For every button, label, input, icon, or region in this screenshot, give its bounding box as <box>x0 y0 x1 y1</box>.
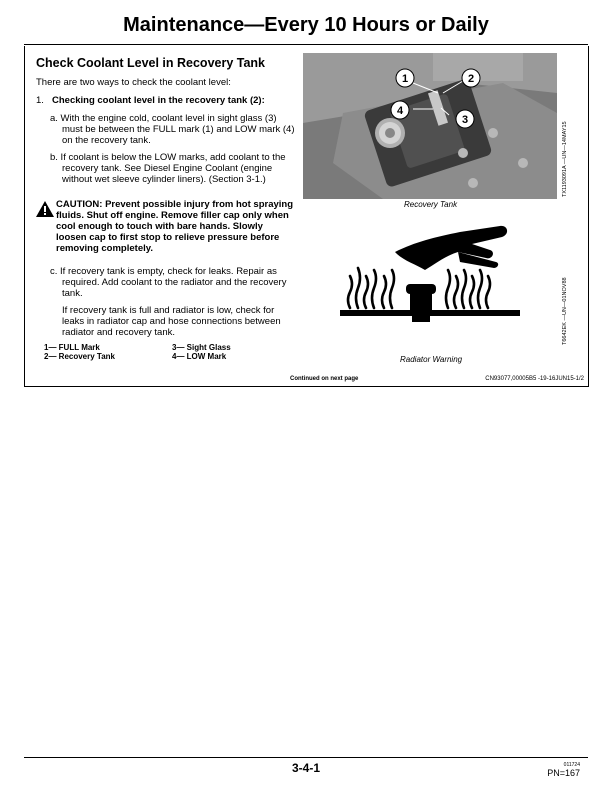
caution-block <box>36 199 296 254</box>
legend-item-recovery-tank: 2— Recovery Tank <box>44 352 115 361</box>
page-title: Maintenance—Every 10 Hours or Daily <box>123 14 489 36</box>
recovery-tank-illustration <box>303 53 557 199</box>
step-1a: a. With the engine cold, coolant level in sight glass (3) must be between the FULL mark (1) and LOW mark (4) on the recovery tank. <box>50 113 295 146</box>
document-id: CN93077,00005B5 -19-16JUN15-1/2 <box>485 376 584 382</box>
intro-text: There are two ways to check the coolant level: <box>36 77 231 88</box>
step-1-text: Checking coolant level in the recovery tank (2): <box>52 95 265 106</box>
recovery-tank-photo <box>303 53 557 199</box>
step-1 <box>36 95 298 106</box>
step-1c-block <box>36 266 298 344</box>
step-1b: b. If coolant is below the LOW marks, add coolant to the recovery tank. See Diesel Engine Coolant (engine without wet sleeve cylinder liners). (Section 3-1.) <box>50 152 286 185</box>
legend-item-sight-glass: 3— Sight Glass <box>172 343 231 352</box>
step-1c: c. If recovery tank is empty, check for leaks. Repair as required. Add coolant to the radiator and the recovery tank. <box>50 266 287 299</box>
title-divider <box>24 44 588 45</box>
step-1c-followup: If recovery tank is full and radiator is low, check for leaks in radiator cap and hose connections between radiator and recovery tank. <box>62 305 281 338</box>
figure-1-id: TX1193091A —UN—14MAY15 <box>562 121 568 197</box>
footer-code: 011724 <box>563 762 580 768</box>
caution-text: CAUTION: Prevent possible injury from hot spraying fluids. Shut off engine. Remove filler cap only when cool enough to touch with bare hands. Slowly loosen cap to first stop to relieve pressure before removing completely. <box>56 199 294 254</box>
step-1-number: 1. <box>36 95 44 106</box>
radiator-warning-pictogram <box>340 212 530 352</box>
callout-2: 2 <box>467 73 475 85</box>
legend-item-low-mark: 4— LOW Mark <box>172 352 227 361</box>
section-title: Check Coolant Level in Recovery Tank <box>36 56 266 70</box>
figure-2-id: T6642EK —UN—01NOV88 <box>562 277 568 345</box>
warning-triangle-icon <box>36 201 54 217</box>
continued-note: Continued on next page <box>290 376 359 382</box>
callout-4: 4 <box>396 105 404 117</box>
legend-item-full-mark: 1— FULL Mark <box>44 343 100 352</box>
radiator-warning-caption: Radiator Warning <box>400 355 463 364</box>
page-number: 3-4-1 <box>291 761 320 775</box>
part-number: PN=167 <box>547 768 580 778</box>
callout-1: 1 <box>401 73 409 85</box>
instructions-column <box>36 56 298 191</box>
recovery-tank-caption: Recovery Tank <box>404 200 458 209</box>
callout-3: 3 <box>461 114 469 126</box>
footer-divider <box>24 757 588 758</box>
